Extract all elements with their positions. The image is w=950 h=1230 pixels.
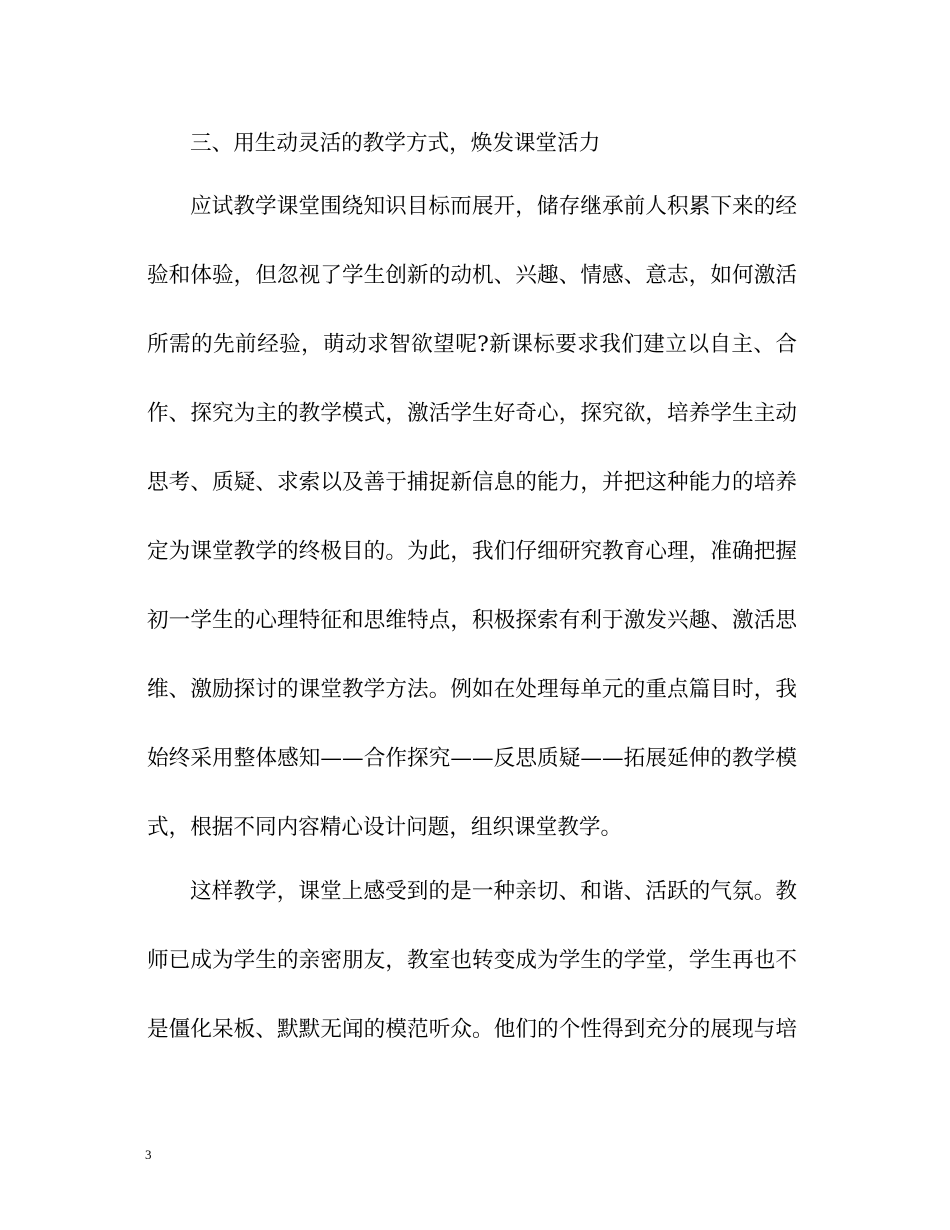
paragraph-1-line-5: 思考、质疑、求索以及善于捕捉新信息的能力，并把这种能力的培养 bbox=[147, 470, 797, 495]
page-number: 3 bbox=[145, 1147, 152, 1162]
section-heading: 三、用生动灵活的教学方式，焕发课堂活力 bbox=[190, 131, 601, 156]
paragraph-1-line-9: 始终采用整体感知——合作探究——反思质疑——拓展延伸的教学模 bbox=[147, 746, 797, 771]
paragraph-1-line-8: 维、激励探讨的课堂教学方法。例如在处理每单元的重点篇目时，我 bbox=[147, 677, 797, 702]
paragraph-1-line-7: 初一学生的心理特征和思维特点，积极探索有利于激发兴趣、激活思 bbox=[147, 608, 797, 633]
paragraph-1-line-1: 应试教学课堂围绕知识目标而展开，储存继承前人积累下来的经 bbox=[190, 194, 797, 219]
paragraph-1-line-6: 定为课堂教学的终极目的。为此，我们仔细研究教育心理，准确把握 bbox=[147, 539, 797, 564]
paragraph-1-line-10: 式，根据不同内容精心设计问题，组织课堂教学。 bbox=[147, 815, 623, 840]
paragraph-1-line-4: 作、探究为主的教学模式，激活学生好奇心，探究欲，培养学生主动 bbox=[147, 401, 797, 426]
paragraph-2-line-2: 师已成为学生的亲密朋友，教室也转变成为学生的学堂，学生再也不 bbox=[147, 948, 797, 973]
paragraph-2-line-1: 这样教学，课堂上感受到的是一种亲切、和谐、活跃的气氛。教 bbox=[190, 879, 797, 904]
paragraph-1-line-3: 所需的先前经验，萌动求智欲望呢?新课标要求我们建立以自主、合 bbox=[147, 332, 797, 357]
paragraph-2-line-3: 是僵化呆板、默默无闻的模范听众。他们的个性得到充分的展现与培 bbox=[147, 1017, 797, 1042]
paragraph-1-line-2: 验和体验，但忽视了学生创新的动机、兴趣、情感、意志，如何激活 bbox=[147, 263, 797, 288]
